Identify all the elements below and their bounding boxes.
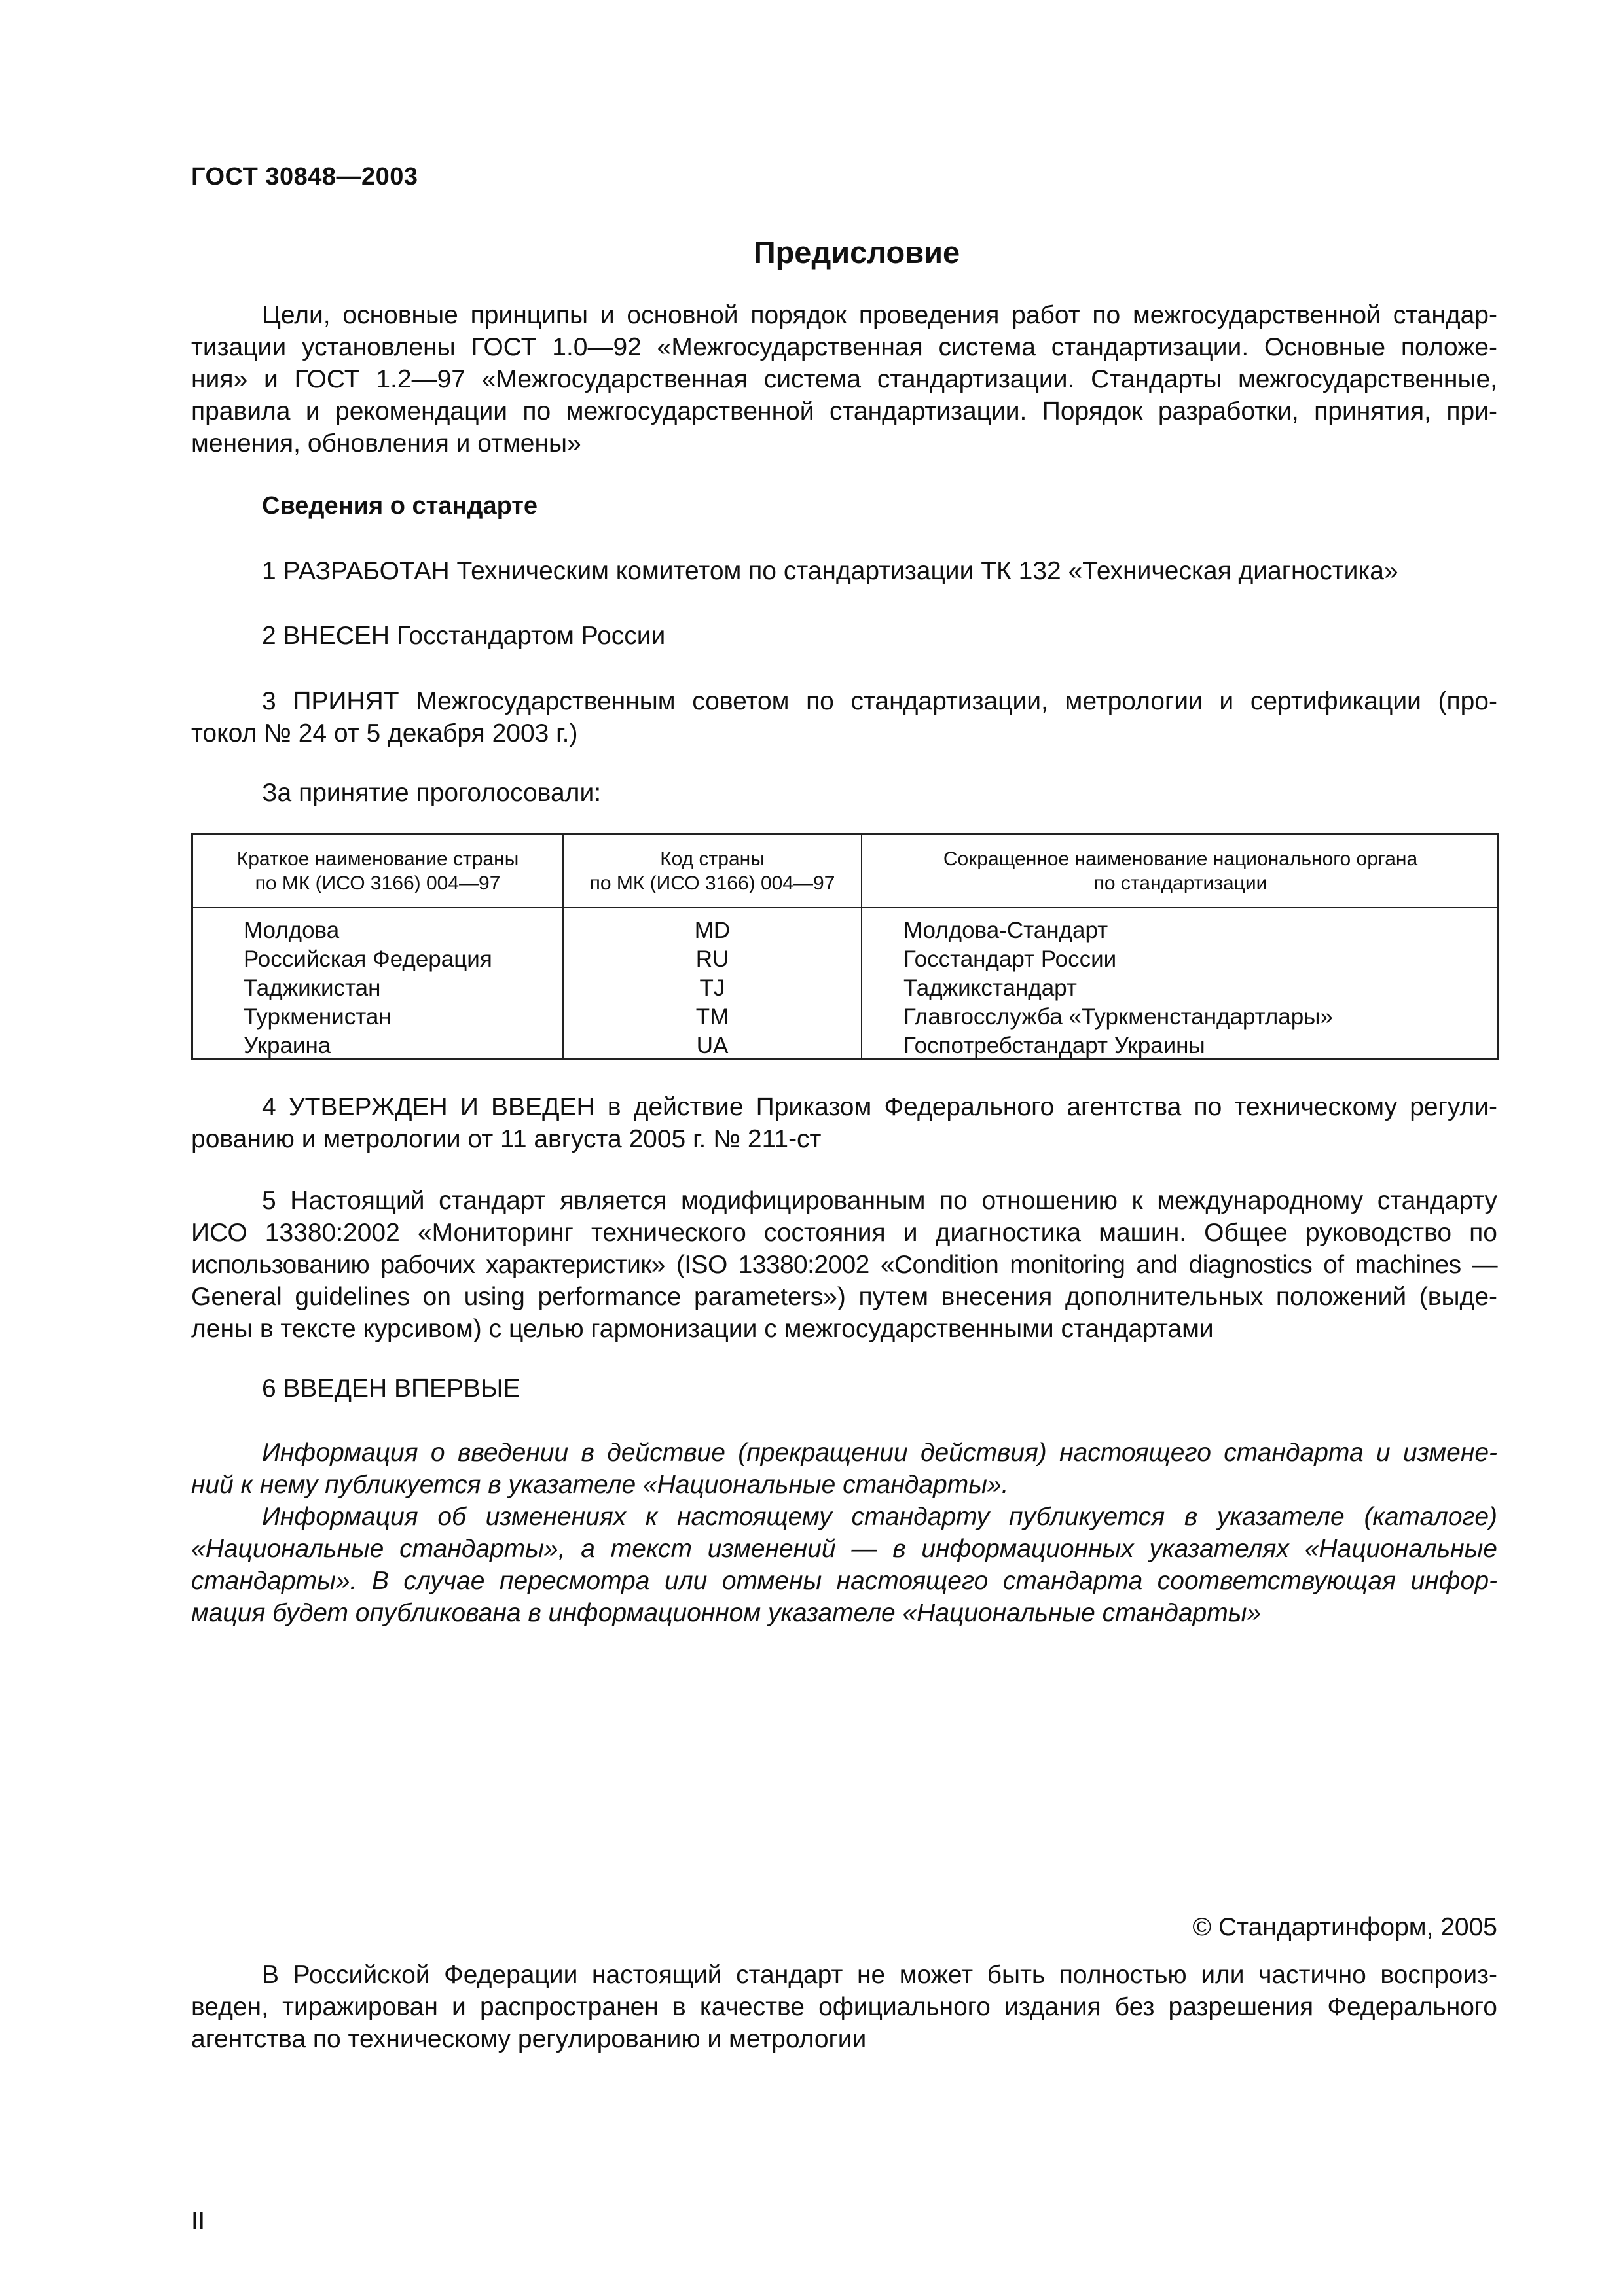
- item-4: [191, 1091, 1497, 1155]
- text-line: «Национальные стандарты», а текст изменений — в информационных указателях «Национальные: [191, 1535, 1497, 1563]
- intro-paragraph: [191, 299, 1497, 459]
- text-line: мация будет опубликована в информационном указателе «Национальные стандарты»: [191, 1599, 1262, 1627]
- table-cell-code: MD RU TJ TM UA: [694, 918, 731, 1058]
- text-line: Информация об изменениях к настоящему стандарту публикуется в указателе (каталоге): [262, 1503, 1497, 1531]
- text-line: ИСО 13380:2002 «Мониторинг технического состояния и диагностика машин. Общее руководство по: [191, 1219, 1497, 1247]
- text-line: стандарты». В случае пересмотра или отмены настоящего стандарта соответствующая инфор-: [191, 1567, 1497, 1595]
- column-header-body: Сокращенное наименование национального органа по стандартизации: [943, 848, 1418, 894]
- italic-info-2: [191, 1501, 1497, 1629]
- table-cell-body: Молдова-Стандарт Госстандарт России Таджикстандарт Главгосслужба «Туркменстандартлары» Госпотребстандарт Украины: [903, 918, 1333, 1058]
- text-line: тизации установлены ГОСТ 1.0—92 «Межгосударственная система стандартизации. Основные положе-: [191, 333, 1497, 361]
- text-line: лены в тексте курсивом) с целью гармонизации с межгосударственными стандартами: [191, 1315, 1214, 1343]
- item-6: 6 ВВЕДЕН ВПЕРВЫЕ: [262, 1374, 520, 1403]
- text-line: Цели, основные принципы и основной порядок проведения работ по межгосударственной стандар-: [262, 301, 1497, 329]
- text-line: токол № 24 от 5 декабря 2003 г.): [191, 719, 578, 747]
- text-line: 4 УТВЕРЖДЕН И ВВЕДЕН в действие Приказом Федерального агентства по техническому регули-: [262, 1093, 1497, 1121]
- column-header-country: Краткое наименование страны по МК (ИСО 3166) 004—97: [236, 848, 519, 894]
- text-line: агентства по техническому регулированию и метрологии: [191, 2025, 867, 2053]
- text-line: ния» и ГОСТ 1.2—97 «Межгосударственная система стандартизации. Стандарты межгосударственные,: [191, 365, 1497, 393]
- item-5: [191, 1185, 1497, 1345]
- text-line: веден, тиражирован и распространен в качестве официального издания без разрешения Федерального: [191, 1993, 1497, 2021]
- section-heading: Сведения о стандарте: [262, 492, 538, 520]
- text-line: использованию рабочих характеристик» (ISO 13380:2002 «Condition monitoring and diagnostics of machines —: [191, 1251, 1497, 1279]
- header-divider: [193, 907, 1497, 908]
- voted-label: За принятие проголосовали:: [262, 779, 602, 807]
- text-line: General guidelines on using performance parameters») путем внесения дополнительных положений (выде-: [191, 1283, 1497, 1311]
- text-line: ний к нему публикуется в указателе «Национальные стандарты».: [191, 1471, 1009, 1499]
- page-title: Предисловие: [753, 235, 960, 270]
- text-line: Информация о введении в действие (прекращении действия) настоящего стандарта и измене-: [262, 1439, 1497, 1467]
- text-line: правила и рекомендации по межгосударственной стандартизации. Порядок разработки, принятия, при-: [191, 397, 1497, 425]
- item-1: 1 РАЗРАБОТАН Техническим комитетом по стандартизации ТК 132 «Техническая диагностика»: [262, 557, 1398, 585]
- reproduction-notice: [191, 1959, 1497, 2055]
- italic-info-1: [191, 1437, 1497, 1501]
- item-3: [191, 685, 1497, 749]
- text-line: менения, обновления и отмены»: [191, 429, 581, 457]
- text-line: рованию и метрологии от 11 августа 2005 г. № 211-ст: [191, 1125, 822, 1153]
- table-cell-country: Молдова Российская Федерация Таджикистан Туркменистан Украина: [244, 918, 492, 1058]
- item-2: 2 ВНЕСЕН Госстандартом России: [262, 622, 666, 650]
- document-code: ГОСТ 30848—2003: [191, 163, 418, 190]
- text-line: 5 Настоящий стандарт является модифицированным по отношению к международному стандарту: [262, 1187, 1497, 1215]
- column-header-code: Код страны по МК (ИСО 3166) 004—97: [589, 848, 835, 894]
- text-line: 3 ПРИНЯТ Межгосударственным советом по стандартизации, метрологии и сертификации (про-: [262, 687, 1497, 715]
- copyright: © Стандартинформ, 2005: [1192, 1913, 1497, 1941]
- text-line: В Российской Федерации настоящий стандарт не может быть полностью или частично воспроиз-: [262, 1961, 1497, 1989]
- voting-table: [191, 833, 1499, 1060]
- page-number: II: [191, 2208, 206, 2235]
